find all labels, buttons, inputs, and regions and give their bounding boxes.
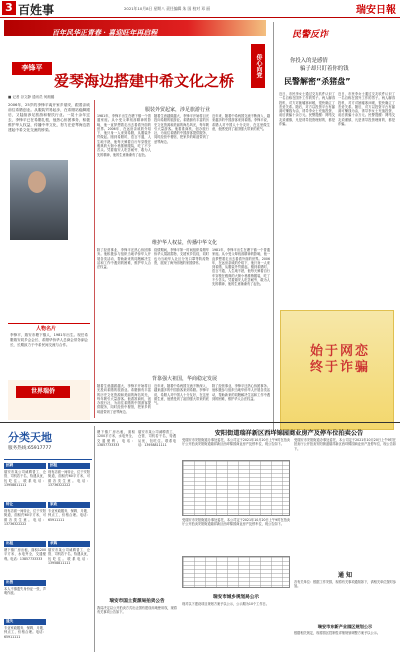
page-divider xyxy=(0,422,400,423)
classified-entry-7: 瑞安市某公司诚聘普工、仓管、司机若干名，待遇从优，包吃住。联系电话：13958811111 xyxy=(48,548,90,565)
category-0: 招聘 xyxy=(4,463,46,469)
body-col-3: 近年来，随着中希两国交流不断深入，越来越多的中国游客来到希腊。李锋平说，希腊人对中国人十分友好，在这里做生意，他感受到了祖国强大带来的底气。 xyxy=(212,114,270,131)
page-number: 3 xyxy=(2,1,16,15)
anti-fraud-headline: 民警解密“杀猪盘” xyxy=(284,77,351,86)
newspaper-logo: 瑞安日報 xyxy=(356,5,396,16)
auction-table xyxy=(182,460,290,516)
section-title: 百姓事 xyxy=(18,3,55,17)
body-col-5: 疫情期间，李锋平第一时间组织希腊华侨华人捐款捐物，支援家乡抗疫，同时也为当地华人社区分发口罩等防疫物资，展现了海外侨胞的家国情怀。 xyxy=(154,248,209,265)
body-col-6: 1981年，李锋平出生在塘下镇一个普通家庭。从小受父辈闯荡精神的影响，他一直梦想着走出去看看外面的世界。2006年，在远房亲戚的介绍下，他只身一人来到希腊，从服装外贸做起。刚到希腊时，语言不通，人生地不熟，他每天骑着自行车穿梭在雅典的大街小巷推销服装，吃了不少苦头。凭着瑞安人吃苦耐劳、敢为人先的精神，他的生意渐渐有了起色。 xyxy=(212,248,270,287)
notice-body: 各有关单位：根据工作安排，现将有关事项通知如下，请相关单位按时参加。 xyxy=(294,580,396,589)
column-divider xyxy=(94,100,95,418)
parking-table xyxy=(182,556,290,588)
small-notice-title-1: 瑞安市城乡规划局公示 xyxy=(213,595,259,600)
anti-fraud-col-2: 近日，市民李女士通过交友软件认识了一名自称在国外工作的男子。两人聊得投机，对方对她嘘寒问暖，很快确立了恋爱关系。随后，对方以投资平台有漏洞可赚钱为由，诱导李女士充值投资，前后被骗十余万元。民警提醒：网络交友须谨慎，凡是诱导投资理财的，都是诈骗。 xyxy=(338,92,395,127)
category-4: 遗失 xyxy=(4,619,46,625)
person-tag: 李锋平 xyxy=(12,62,52,75)
auction-notice-terms: 受瑞安市安阳街道办事处委托，本公司定于2021年10月20日上午9时在拍卖厅公开拍卖安阳街道瑞祥新区西垟锦园商业房产及停车位，现公告如下。 xyxy=(182,518,290,527)
body-col-7: 随着生意越做越大，李锋平开始将目光投向希腊的旅游业。希腊拥有丰富的历史文化资源和美丽的海岛风光，每年吸引大量游客。他看准商机，创办旅行社，为前往希腊的中国游客提供服务，同时经营中餐馆，把家乡的味道带到了爱琴海边。 xyxy=(97,384,151,414)
body-col-8: 近年来，随着中希两国交流不断深入，越来越多的中国游客来到希腊。李锋平说，希腊人对中国人十分友好，在这里做生意，他感受到了祖国强大带来的底气。 xyxy=(154,384,209,406)
feature-intro: 2006年，25岁的李锋平离开家乡瑞安，跟着亲戚前往希腊创业。从服装贸易起步，在希腊站稳脚跟后，又陆续涉足旅游和餐饮行业。一晃十余年过去，李锋平已在希腊扎根，他热心侨团事务，积极维护华人权益，传播中华文化，努力在爱琴海边搭建起中希文化交流的桥梁。 xyxy=(8,103,90,132)
small-notice-body-1: 现对以下建设项目规划方案予以公示，公示期为10个工作日。 xyxy=(182,602,269,606)
feature-headline: 爱琴海边搭建中希文化之桥 xyxy=(54,72,235,90)
profile-title: 人物名片 xyxy=(36,326,57,332)
category-7: 求购 xyxy=(48,541,90,547)
anti-fraud-kicker-2: 骗子却只盯着你的钱 xyxy=(300,66,349,72)
body-col-4: 除了经营事业，李锋平还热心侨团事务。他积极参与组织当地华侨华人开展各类活动，帮助新来的同胞解决生活和工作中遇到的困难，维护华人合法权益。 xyxy=(97,248,151,270)
banner-text: 百年风华正青春 · 喜迎旺年再启程 xyxy=(52,28,158,37)
body-col-2: 随着生意越做越大，李锋平开始将目光投向希腊的旅游业。希腊拥有丰富的历史文化资源和美丽的海岛风光，每年吸引大量游客。他看准商机，创办旅行社，为前往希腊的中国游客提供服务，同时经营中餐馆，把家乡的味道带到了爱琴海边。 xyxy=(154,114,209,144)
portrait-face xyxy=(28,171,46,193)
campaign-banner xyxy=(4,20,266,36)
classified-entry-0: 瑞安市某公司诚聘普工、仓管、司机若干名，待遇从优，包吃住。联系电话：13958811111 xyxy=(4,470,46,487)
classifieds-rule xyxy=(4,459,92,460)
subhead-3: 背靠强大祖国，华商稳定发展 xyxy=(152,376,218,382)
small-notice-title-2: 瑞安市东新产业园区规划公示 xyxy=(317,624,373,629)
poster-text: 始于网恋 终于诈骗 xyxy=(309,344,370,375)
classifieds-phone: 服务热线:65917777 xyxy=(8,446,52,451)
small-notice-body-2: 根据相关规定，现将园区控制性详细规划调整方案予以公示。 xyxy=(294,631,381,635)
category-3: 出售 xyxy=(4,580,46,586)
body-col-1: 1981年，李锋平出生在塘下镇一个普通家庭。从小受父辈闯荡精神的影响，他一直梦想着走出去看看外面的世界。2006年，在远房亲戚的介绍下，他只身一人来到希腊，从服装外贸做起。刚到希腊时，语言不通，人生地不熟，他每天骑着自行车穿梭在雅典的大街小巷推销服装，吃了不少苦头。凭着瑞安人吃苦耐劳、敢为人先的精神，他的生意渐渐有了起色。 xyxy=(97,114,151,157)
classified-entry-1: 现有店面一间转让，位于安阳街道，面积约60平方米，可做各类生意。电话：13736322222 xyxy=(4,509,46,526)
anti-fraud-kicker-1: 你投入的是感情 xyxy=(290,58,328,64)
column-tag: 侨心向党 xyxy=(251,44,265,88)
auction-notice-col-2: 受瑞安市安阳街道办事处委托，本公司定于2021年10月20日上午9时在拍卖厅公开拍卖安阳街道瑞祥新区西垟锦园商业房产及停车位，现公告如下。 xyxy=(294,438,396,451)
issue-meta: 2021年10月8日 星期八 责任编辑 朱 国 校对 邓 丽 xyxy=(124,6,211,11)
world-title: 世界瑞侨 xyxy=(16,386,70,398)
category-2: 出租 xyxy=(4,541,46,547)
subhead-1: 服装外贸起家，涉足旅游行业 xyxy=(145,107,211,113)
classified-entry-4: 专业家政服务，保姆、月嫂、钟点工，价格合理。电话：65911111 xyxy=(4,626,46,639)
classified-entry-2: 塘下镇厂房出租，面积1200平方米，水电齐全，交通便利。电话：13857733333 xyxy=(4,548,46,561)
notices-divider xyxy=(94,426,95,652)
classified-entry-5: 现有店面一间转让，位于安阳街道，面积约60平方米，可做各类生意。电话：13736322222 xyxy=(48,470,90,487)
body-col-9: 除了经营事业，李锋平还热心侨团事务。他积极参与组织当地华侨华人开展各类活动，帮助新来的同胞解决生活和工作中遇到的困难，维护华人合法权益。 xyxy=(212,384,270,401)
category-6: 家政 xyxy=(48,502,90,508)
byline: ■ 记者 谷文静 通讯员 何湘璐 xyxy=(8,95,55,99)
small-notice-title-0: 瑞安市国土资源局拍卖公告 xyxy=(109,599,165,604)
subhead-2: 维护华人权益，传播中华文化 xyxy=(152,240,218,246)
auction-notice-title: 安阳街道瑞祥新区西垟锦园商业房产及停车位拍卖公告 xyxy=(214,430,364,437)
notice-title: 通 知 xyxy=(337,572,353,579)
small-notice-body-0: 我局决定以公开拍卖方式出让国有建设用地使用权，现将有关事项公告如下。 xyxy=(97,606,177,615)
right-divider xyxy=(273,22,274,432)
anti-fraud-logo: 民警反诈 xyxy=(292,30,329,40)
auction-notice-body: 受瑞安市安阳街道办事处委托，本公司定于2021年10月20日上午9时在拍卖厅公开拍卖安阳街道瑞祥新区西垟锦园商业房产及停车位，现公告如下。 xyxy=(182,438,290,447)
small-ads-col-1: 塘下镇厂房出租，面积1200平方米，水电齐全，交通便利。电话：13857733333 xyxy=(97,430,135,447)
classified-entry-3: 本人不慎遗失身份证一张，声明作废。 xyxy=(4,587,46,596)
classified-entry-6: 专业家政服务，保姆、月嫂、钟点工，价格合理。电话：65911111 xyxy=(48,509,90,522)
anti-fraud-col-1: 近日，市民李女士通过交友软件认识了一名自称在国外工作的男子。两人聊得投机，对方对她嘘寒问暖，很快确立了恋爱关系。随后，对方以投资平台有漏洞可赚钱为由，诱导李女士充值投资，前后被骗十余万元。民警提醒：网络交友须谨慎，凡是诱导投资理财的，都是诈骗。 xyxy=(279,92,335,127)
category-5: 招租 xyxy=(48,463,90,469)
category-1: 转让 xyxy=(4,502,46,508)
profile-text: 李锋平，瑞安市塘下镇人，1981年出生。现任希腊瑞安同乡会会长、希腊华侨华人总商会常务副会长，长期致力于中希民间交流与合作。 xyxy=(10,333,88,347)
classifieds-title: 分类天地 xyxy=(8,431,52,444)
small-ads-col-2: 瑞安市某公司诚聘普工、仓管、司机若干名，待遇从优，包吃住。联系电话：13958811111 xyxy=(138,430,176,447)
